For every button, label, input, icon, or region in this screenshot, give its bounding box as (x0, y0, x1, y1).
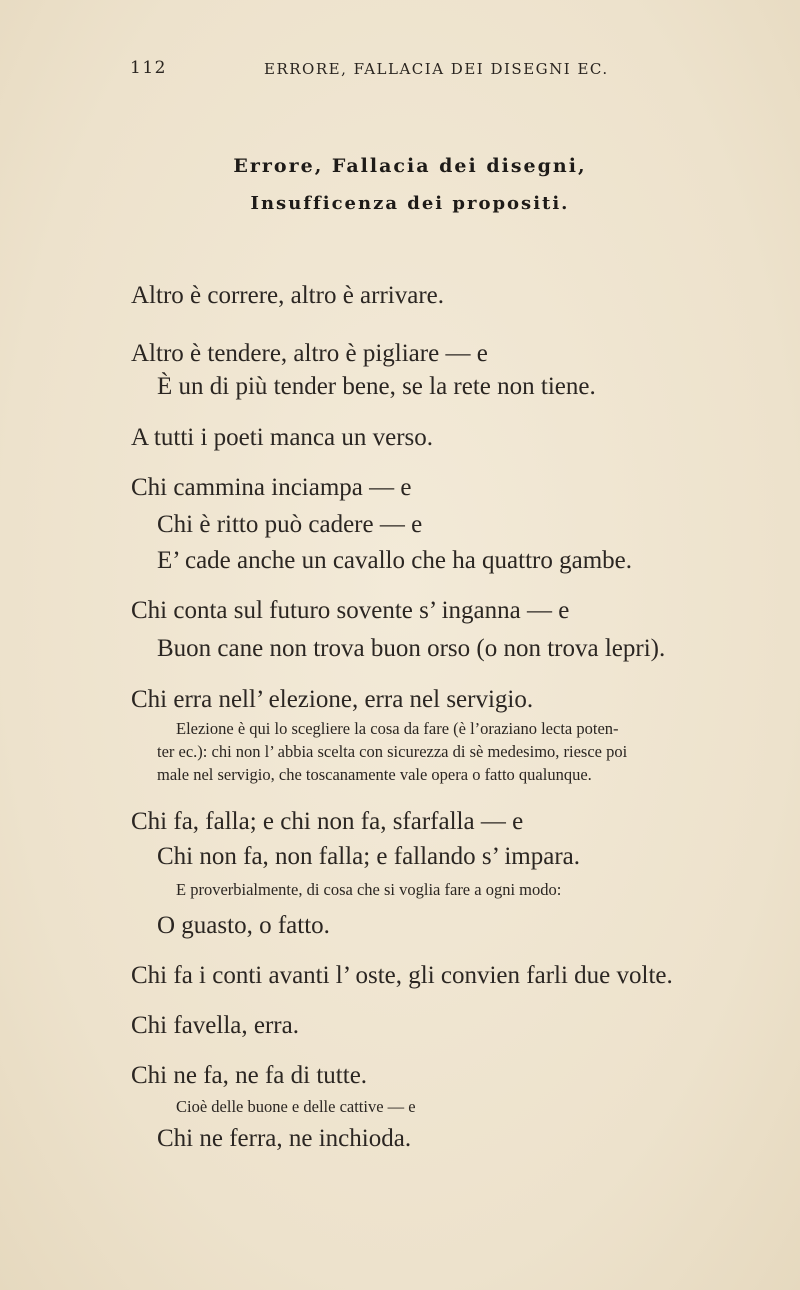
proverb-line: Chi fa, falla; e chi non fa, sfarfalla — e (131, 808, 524, 835)
proverb-line: Chi non fa, non falla; e fallando s’ impara. (157, 843, 581, 870)
proverb-line: Chi conta sul futuro sovente s’ inganna — e (131, 597, 570, 624)
proverb-line: Chi favella, erra. (131, 1012, 299, 1039)
proverb-line: A tutti i poeti manca un verso. (131, 424, 434, 451)
proverb-line: È un di più tender bene, se la rete non tiene. (157, 373, 596, 400)
page-number: 112 (130, 58, 167, 78)
commentary-line: E proverbialmente, di cosa che si voglia fare a ogni modo: (176, 880, 562, 899)
proverb-line: Chi cammina inciampa — e (131, 474, 412, 501)
section-title-line-2: Insufficenza dei propositi. (250, 193, 570, 214)
proverb-line: O guasto, o fatto. (157, 912, 330, 939)
proverb-line: Altro è tendere, altro è pigliare — e (131, 340, 488, 367)
commentary-line: ter ec.): chi non l’ abbia scelta con sicurezza di sè medesimo, riesce poi (157, 742, 628, 761)
proverb-line: Chi ne fa, ne fa di tutte. (131, 1062, 368, 1089)
proverb-line: Buon cane non trova buon orso (o non trova lepri). (157, 635, 666, 662)
commentary-line: male nel servigio, che toscanamente vale opera o fatto qualunque. (157, 765, 592, 784)
section-title-line-1: Errore, Fallacia dei disegni, (233, 155, 587, 177)
proverb-line: E’ cade anche un cavallo che ha quattro gambe. (157, 547, 632, 574)
proverb-line: Chi erra nell’ elezione, erra nel servigio. (131, 686, 534, 713)
commentary-line: Elezione è qui lo scegliere la cosa da fare (è l’oraziano lecta poten- (176, 719, 619, 738)
running-title: ERRORE, FALLACIA DEI DISEGNI EC. (264, 60, 609, 78)
proverb-line: Chi è ritto può cadere — e (157, 511, 423, 538)
proverb-line: Chi fa i conti avanti l’ oste, gli convien farli due volte. (131, 962, 673, 989)
proverb-line: Altro è correre, altro è arrivare. (131, 282, 445, 309)
proverb-line: Chi ne ferra, ne inchioda. (157, 1125, 412, 1152)
commentary-line: Cioè delle buone e delle cattive — e (176, 1097, 416, 1116)
